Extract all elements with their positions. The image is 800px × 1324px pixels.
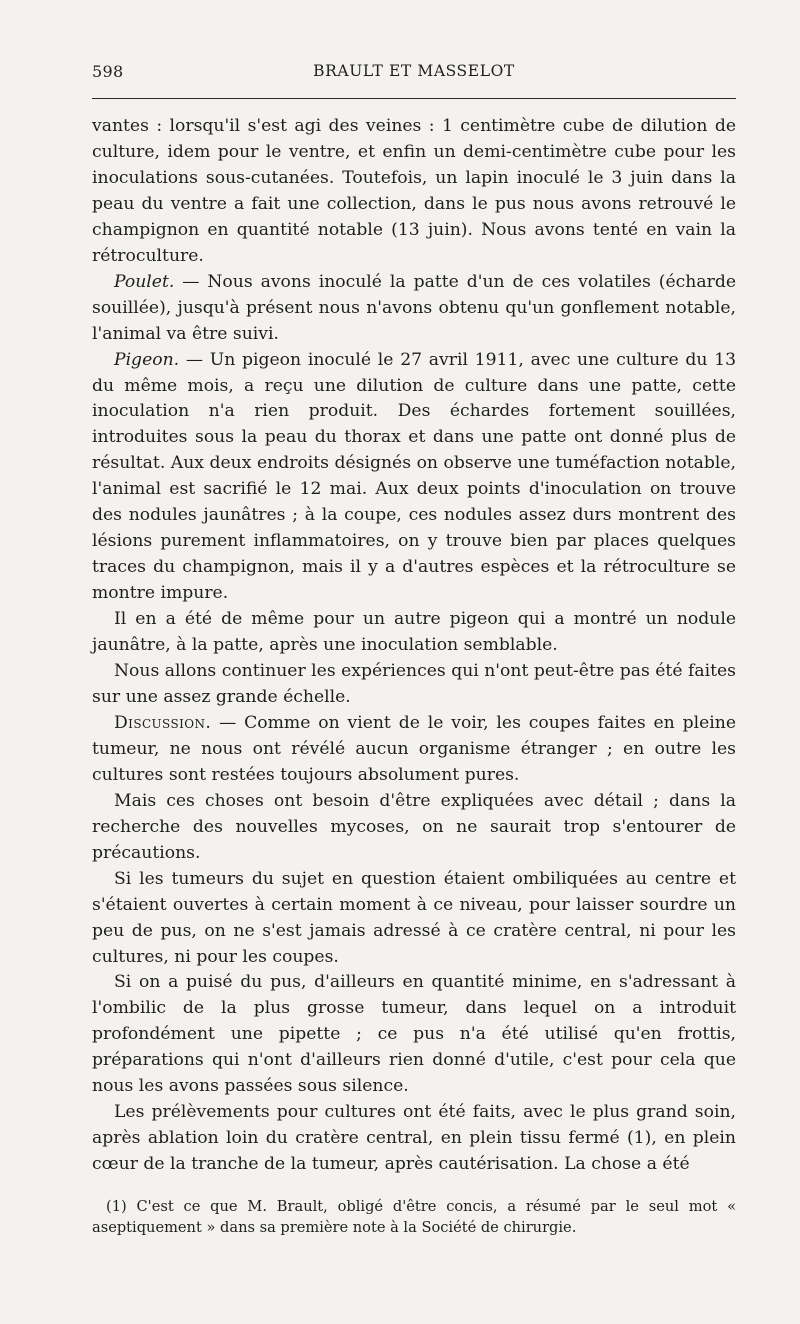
paragraph: Nous allons continuer les expériences qui n'ont peut-être pas été faites sur une assez grande échelle. [92, 661, 736, 707]
paragraph-poulet [92, 270, 736, 348]
page-header [92, 62, 736, 88]
paragraph: vantes : lorsqu'il s'est agi des veines : 1 centimètre cube de dilution de culture, idem pour le ventre, et enfin un demi-centimètre cube pour les inoculations sous-cutanées. Toutefois, un lapin inoculé le 3 juin dans la peau du ventre a fait une collection, dans le pus nous avons retrouvé le champignon en quantité notable (13 juin). Nous avons tenté en vain la rétroculture. [92, 116, 736, 266]
footnote [92, 1196, 736, 1238]
header-rule [92, 98, 736, 99]
paragraph-discussion [92, 711, 736, 789]
paragraph: Si les tumeurs du sujet en question étaient ombiliquées au centre et s'étaient ouvertes à certain moment à ce niveau, pour laisser sourdre un peu de pus, on ne s'est jamais adressé à ce cratère central, ni pour les cultures, ni pour les coupes. [92, 868, 736, 967]
body-text [92, 114, 736, 1178]
section-heading: Discussion. [114, 712, 212, 733]
page-number: 598 [92, 62, 124, 81]
paragraph-text: — Un pigeon inoculé le 27 avril 1911, avec une culture du 13 du même mois, a reçu une dilution de culture dans une patte, cette inoculation n'a rien produit. Des échardes fortement souillées, introduites sous la peau du thorax et dans une patte ont donné plus de résultat. Aux deux endroits désignés on observe une tuméfaction notable, l'animal est sacrifié le 12 mai. Aux deux points d'inoculation on trouve des nodules jaunâtres ; à la coupe, ces nodules assez durs montrent des lésions purement inflammatoires, on y trouve bien par places quelques traces du champignon, mais il y a d'autres espèces et la rétroculture se montre impure. [92, 349, 736, 604]
paragraph: Si on a puisé du pus, d'ailleurs en quantité minime, en s'adressant à l'ombilic de la plus grosse tumeur, dans lequel on a introduit profondément une pipette ; ce pus n'a été utilisé qu'en frottis, préparations qui n'ont d'ailleurs rien donné d'utile, c'est pour cela que nous les avons passées sous silence. [92, 972, 736, 1097]
footnote-text: (1) C'est ce que M. Brault, obligé d'être concis, a résumé par le seul mot « aseptiquement » dans sa première note à la Société de chirurgie. [92, 1198, 736, 1236]
paragraph-text: — Nous avons inoculé la patte d'un de ces volatiles (écharde souillée), jusqu'à présent nous n'avons obtenu qu'un gonflement notable, l'animal va être suivi. [92, 271, 736, 344]
paragraph: Les prélèvements pour cultures ont été faits, avec le plus grand soin, après ablation loin du cratère central, en plein tissu fermé (1), en plein cœur de la tranche de la tumeur, après cautérisation. La chose a été [92, 1102, 736, 1175]
paragraph-lead: Pigeon. [114, 349, 180, 370]
paragraph-text: — Comme on vient de le voir, les coupes faites en pleine tumeur, ne nous ont révélé aucun organisme étranger ; en outre les cultures sont restées toujours absolument pures. [92, 712, 736, 785]
paragraph-pigeon [92, 348, 736, 608]
paragraph: Mais ces choses ont besoin d'être expliquées avec détail ; dans la recherche des nouvelles mycoses, on ne saurait trop s'entourer de précautions. [92, 790, 736, 863]
paragraph-lead: Poulet. [114, 271, 175, 292]
paragraph: Il en a été de même pour un autre pigeon qui a montré un nodule jaunâtre, à la patte, après une inoculation semblable. [92, 609, 736, 656]
running-title: BRAULT ET MASSELOT [313, 62, 515, 80]
